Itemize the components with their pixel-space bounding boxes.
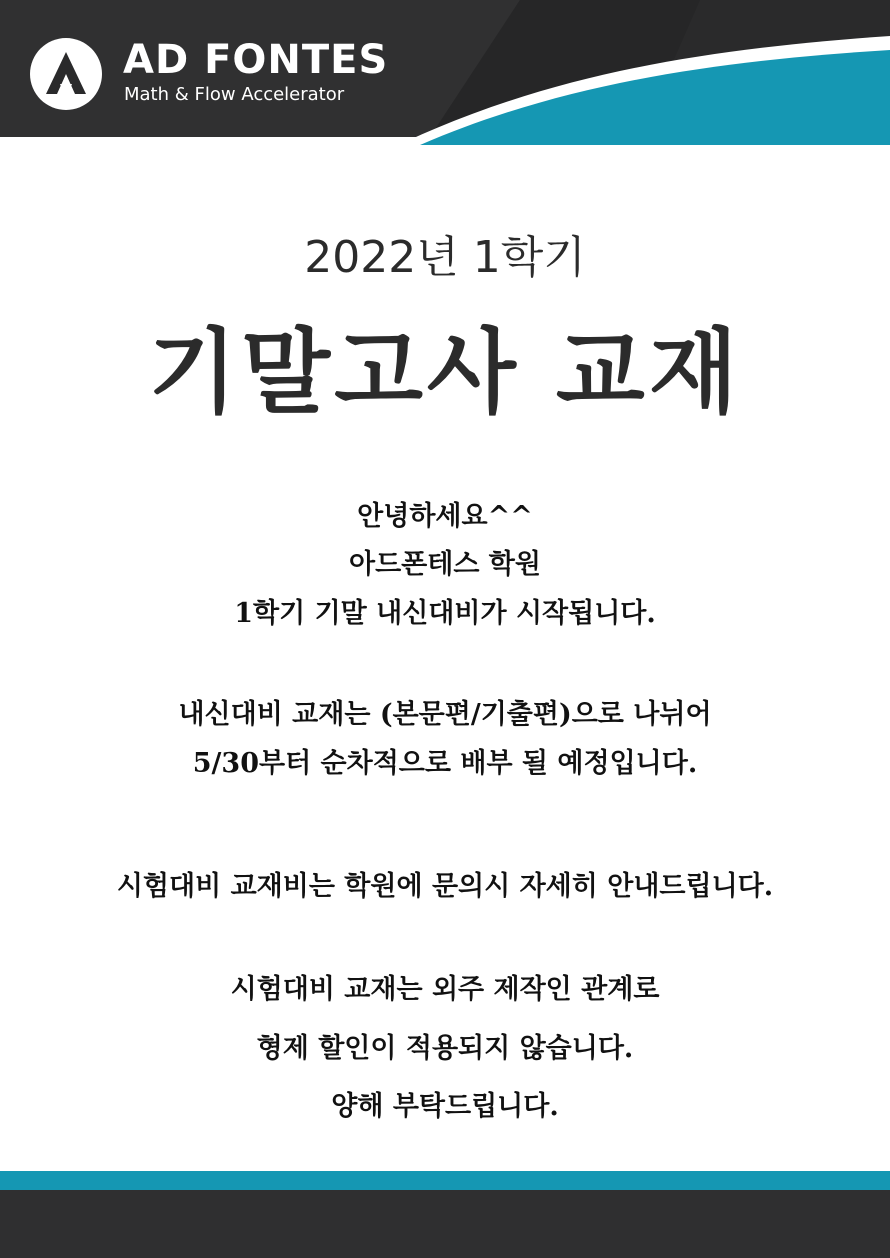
notice-line-fee: 시험대비 교재비는 학원에 문의시 자세히 안내드립니다. (116, 871, 774, 902)
notice-line-textbook-split: 내신대비 교재는 (본문편/기출편)으로 나뉘어 (178, 699, 712, 730)
notice-line-no-discount: 형제 할인이 적용되지 않습니다. (256, 1033, 634, 1064)
notice-line-greeting: 안녕하세요^^ (357, 501, 533, 532)
notice-line-academy: 아드폰테스 학원 (349, 549, 541, 580)
notice-line-start: 1학기 기말 내신대비가 시작됩니다. (234, 598, 656, 629)
document-title: 기말고사 교재 (148, 319, 742, 426)
notice-line-apology: 양해 부탁드립니다. (331, 1091, 559, 1122)
ad-fontes-logo-icon (30, 38, 102, 110)
brand-tagline: Math & Flow Accelerator (124, 84, 345, 105)
header-banner (0, 0, 890, 145)
footer-accent-bar (0, 1171, 890, 1190)
brand-name: AD FONTES (123, 37, 389, 83)
notice-line-outsourced: 시험대비 교재는 외주 제작인 관계로 (230, 974, 660, 1005)
notice-line-distribution: 5/30부터 순차적으로 배부 될 예정입니다. (192, 748, 698, 779)
document-subtitle: 2022년 1학기 (304, 232, 586, 283)
footer-bar (0, 1190, 890, 1258)
